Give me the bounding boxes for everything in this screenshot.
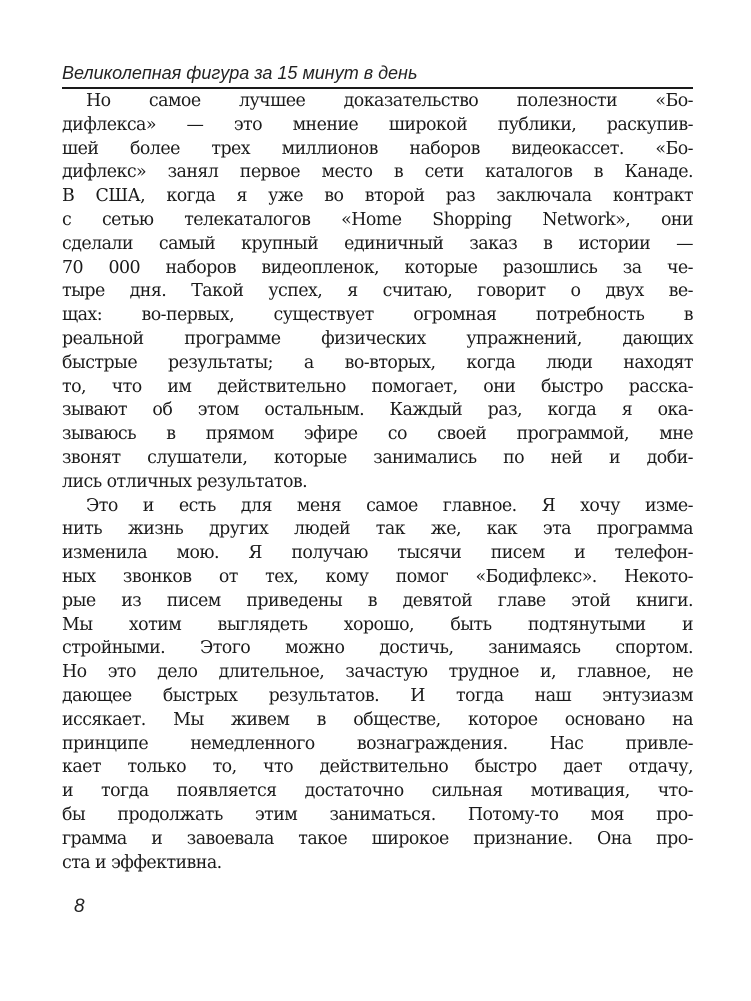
text-line: дифлекса» — это мнение широкой публики, раскупив- bbox=[62, 114, 693, 135]
text-line: принципе немедленного вознаграждения. Нас привле- bbox=[62, 733, 693, 754]
text-line: быстрые результаты; а во-вторых, когда люди находят bbox=[62, 352, 693, 373]
text-line: грамма и завоевала такое широкое признание. Она про- bbox=[62, 828, 693, 849]
text-line: стройными. Этого можно достичь, занимаясь спортом. bbox=[62, 638, 693, 659]
text-line: и тогда появляется достаточно сильная мотивация, что- bbox=[62, 781, 693, 802]
text-line: дающее быстрых результатов. И тогда наш энтузиазм bbox=[62, 685, 693, 706]
text-line: с сетью телекаталогов «Home Shopping Network», они bbox=[62, 209, 693, 230]
text-line: Это и есть для меня самое главное. Я хочу изме- bbox=[86, 495, 693, 516]
text-line: лись отличных результатов. bbox=[62, 471, 308, 492]
text-line: В США, когда я уже во второй раз заключала контракт bbox=[62, 186, 693, 207]
text-line: то, что им действительно помогает, они быстро расска- bbox=[62, 376, 693, 397]
page-number: 8 bbox=[74, 896, 85, 917]
text-line: бы продолжать этим заниматься. Потому-то моя про- bbox=[62, 804, 693, 825]
paragraph bbox=[62, 495, 693, 876]
text-line: нить жизнь других людей так же, как эта программа bbox=[62, 519, 693, 540]
header-rule bbox=[62, 87, 693, 89]
text-line: ста и эффективна. bbox=[62, 852, 222, 873]
text-line: Мы хотим выглядеть хорошо, быть подтянутыми и bbox=[62, 614, 693, 635]
body-text bbox=[62, 90, 693, 875]
text-line: звонят слушатели, которые занимались по ней и доби- bbox=[62, 447, 693, 468]
text-line: кает только то, что действительно быстро дает отдачу, bbox=[62, 757, 693, 778]
text-line: изменила мою. Я получаю тысячи писем и телефон- bbox=[62, 543, 693, 564]
text-line: зывают об этом остальным. Каждый раз, когда я ока- bbox=[62, 400, 693, 421]
text-line: сделали самый крупный единичный заказ в истории — bbox=[62, 233, 693, 254]
text-line: иссякает. Мы живем в обществе, которое основано на bbox=[62, 709, 693, 730]
paragraph bbox=[62, 90, 693, 495]
text-line: реальной программе физических упражнений, дающих bbox=[62, 328, 693, 349]
text-line: дифлекс» занял первое место в сети каталогов в Канаде. bbox=[62, 162, 693, 183]
text-line: зываюсь в прямом эфире со своей программой, мне bbox=[62, 424, 693, 445]
running-head-title: Великолепная фигура за 15 минут в день bbox=[62, 63, 418, 83]
text-line: Но самое лучшее доказательство полезности «Бо- bbox=[86, 91, 693, 111]
text-line: Но это дело длительное, зачастую трудное и, главное, не bbox=[62, 662, 693, 683]
text-line: 70 000 наборов видеопленок, которые разошлись за че- bbox=[62, 257, 693, 278]
text-line: щах: во-первых, существует огромная потребность в bbox=[62, 305, 693, 326]
text-line: тыре дня. Такой успех, я считаю, говорит о двух ве- bbox=[62, 281, 693, 302]
text-line: ных звонков от тех, кому помог «Бодифлекс». Некото- bbox=[62, 566, 693, 587]
text-line: рые из писем приведены в девятой главе этой книги. bbox=[62, 590, 693, 611]
text-line: шей более трех миллионов наборов видеокассет. «Бо- bbox=[62, 138, 693, 159]
